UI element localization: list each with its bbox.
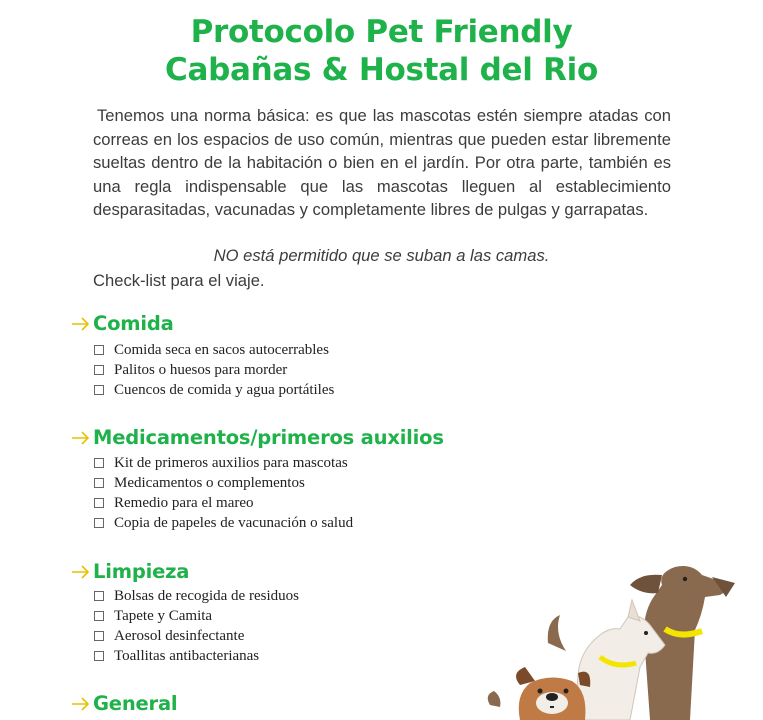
beds-note: NO está permitido que se suban a las camas. (213, 246, 550, 265)
checklist-item-label: Copia de papeles de vacunación o salud (114, 514, 354, 531)
checkbox-icon[interactable] (94, 518, 104, 528)
dogs-illustration (480, 555, 763, 720)
checklist-item[interactable] (94, 646, 299, 666)
arrow-right-icon (70, 429, 92, 447)
document-title-line2: Cabañas & Hostal del Rio (165, 52, 598, 88)
checkbox-icon[interactable] (94, 631, 104, 641)
checklist-item-label: Bolsas de recogida de residuos (114, 587, 299, 604)
checklist-item-label: Toallitas antibacterianas (114, 647, 260, 664)
checkbox-icon[interactable] (94, 591, 104, 601)
section-title: General (93, 692, 178, 715)
checklist-item-label: Comida seca en sacos autocerrables (114, 341, 329, 358)
arrow-right-icon (70, 695, 92, 713)
checklist-item[interactable] (94, 473, 353, 493)
section-title: Limpieza (93, 560, 190, 583)
intro-paragraph: Tenemos una norma básica: es que las mascotas estén siempre atadas con correas en los espacios de uso común, mientras que pueden estar libremente sueltas dentro de la habitación o bien en el jardín. Por otra parte, también es una regla indispensable que las mascotas lleguen al establecimiento desparasitadas, vacunadas y completamente libres de pulgas y garrapatas. (93, 106, 671, 219)
section-title: Comida (93, 312, 174, 335)
checklist-item-label: Kit de primeros auxilios para mascotas (114, 454, 348, 471)
checklist-medicamentos (94, 453, 353, 533)
checklist-item[interactable] (94, 493, 353, 513)
checkbox-icon[interactable] (94, 385, 104, 395)
arrow-right-icon (70, 315, 92, 333)
checklist-item-label: Tapete y Camita (114, 607, 213, 624)
checklist-item[interactable] (94, 513, 353, 533)
section-heading-comida (70, 312, 174, 335)
checklist-item[interactable] (94, 606, 299, 626)
checkbox-icon[interactable] (94, 478, 104, 488)
checkbox-icon[interactable] (94, 365, 104, 375)
section-title: Medicamentos/primeros auxilios (93, 426, 444, 449)
arrow-right-icon (70, 563, 92, 581)
checklist-item-label: Remedio para el mareo (114, 494, 254, 511)
checklist-limpieza (94, 586, 299, 666)
checklist-item-label: Cuencos de comida y agua portátiles (114, 381, 335, 398)
checklist-item[interactable] (94, 626, 299, 646)
section-heading-general (70, 692, 177, 715)
checkbox-icon[interactable] (94, 651, 104, 661)
checklist-item[interactable] (94, 586, 299, 606)
checklist-item[interactable] (94, 380, 334, 400)
checkbox-icon[interactable] (94, 611, 104, 621)
checkbox-icon[interactable] (94, 498, 104, 508)
checklist-item-label: Aerosol desinfectante (114, 627, 245, 644)
document-title-line1: Protocolo Pet Friendly (190, 14, 573, 50)
checklist-item-label: Medicamentos o complementos (114, 474, 305, 491)
checklist-label: Check-list para el viaje. (93, 271, 265, 290)
checkbox-icon[interactable] (94, 458, 104, 468)
checklist-item[interactable] (94, 340, 334, 360)
checkbox-icon[interactable] (94, 345, 104, 355)
section-heading-medicamentos (70, 426, 444, 449)
checklist-item[interactable] (94, 453, 353, 473)
checklist-comida (94, 340, 334, 400)
section-heading-limpieza (70, 560, 189, 583)
small-dog-icon (488, 667, 591, 720)
checklist-item[interactable] (94, 360, 334, 380)
checklist-item-label: Palitos o huesos para morder (114, 361, 288, 378)
